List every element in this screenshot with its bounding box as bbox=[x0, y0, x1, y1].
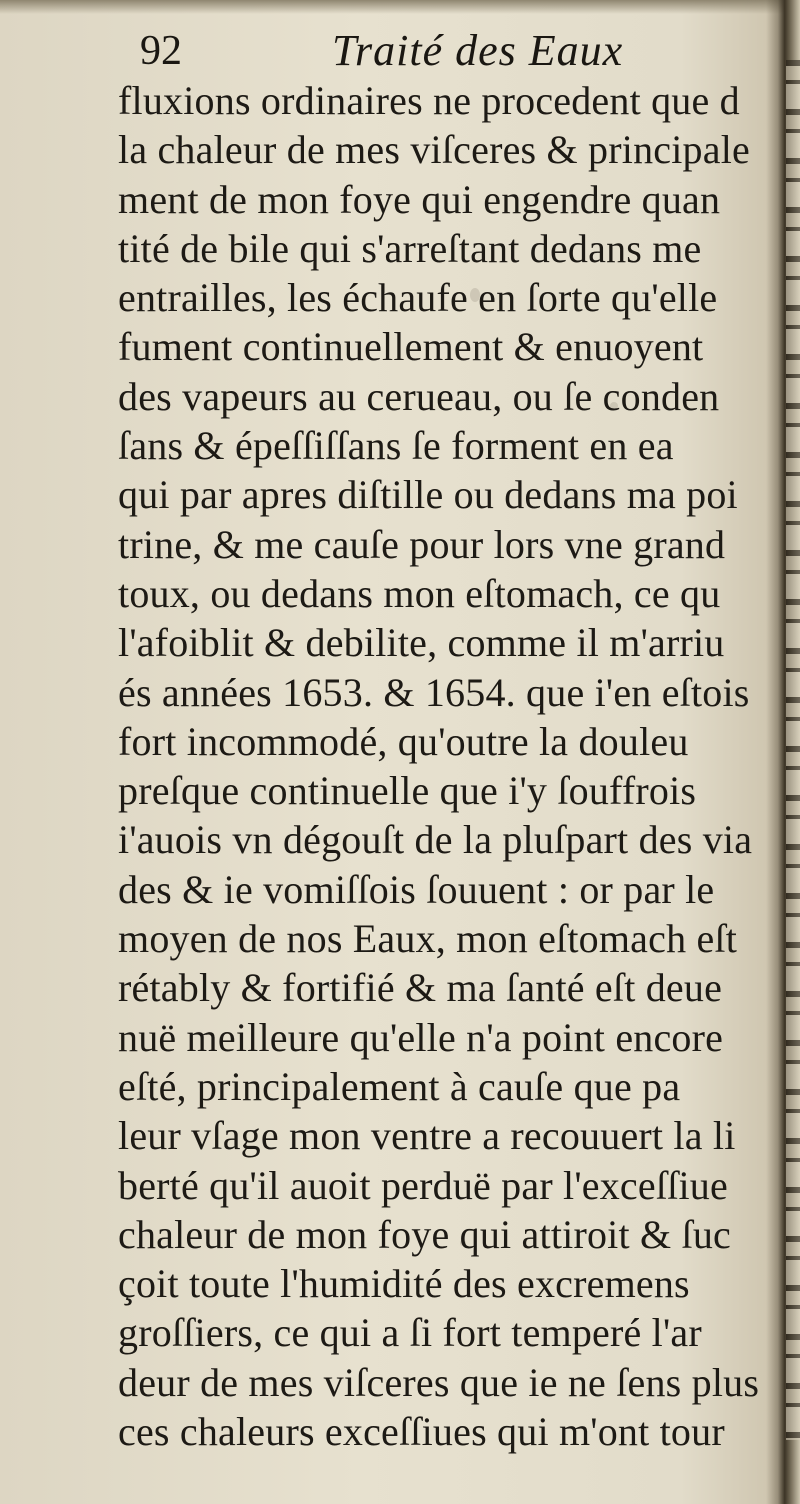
text-line: ces chaleurs exceſſiues qui m'ont tour bbox=[118, 1409, 725, 1455]
text-line: ment de mon foye qui engendre quan bbox=[118, 176, 721, 222]
page-top-shadow bbox=[0, 0, 800, 14]
text-line: toux, ou dedans mon eſtomach, ce qu bbox=[118, 570, 721, 616]
text-line: deur de mes viſceres que ie ne ſens plus bbox=[118, 1359, 760, 1405]
text-line: i'auois vn dégouſt de la pluſpart des via bbox=[118, 817, 753, 863]
text-line: fluxions ordinaires ne procedent que d bbox=[118, 78, 740, 123]
text-line: leur vſage mon ventre a recouuert la li bbox=[118, 1113, 736, 1159]
text-line: l'afoiblit & debilite, comme il m'arriu bbox=[118, 620, 725, 666]
text-line: eſté, principalement à cauſe que pa bbox=[118, 1063, 681, 1109]
text-line: trine, & me cauſe pour lors vne grand bbox=[118, 521, 726, 567]
text-line: preſque continuelle que i'y ſouffrois bbox=[118, 768, 697, 814]
page-number: 92 bbox=[140, 28, 182, 74]
text-line: és années 1653. & 1654. que i'en eſtois bbox=[118, 669, 750, 715]
text-line: groſſiers, ce qui a ſi fort temperé l'ar bbox=[118, 1310, 702, 1356]
text-line: des & ie vomiſſois ſouuent : or par le bbox=[118, 866, 715, 912]
text-line: rétably & fortifié & ma ſanté eſt deue bbox=[118, 965, 723, 1011]
text-line: tité de bile qui s'arreſtant dedans me bbox=[118, 225, 702, 271]
body-text bbox=[118, 76, 790, 1456]
text-line: çoit toute l'humidité des excremens bbox=[118, 1261, 690, 1307]
text-line: entrailles, les échaufe en ſorte qu'elle bbox=[118, 275, 718, 321]
text-line: nuë meilleure qu'elle n'a point encore bbox=[118, 1014, 724, 1060]
running-head: Traité des Eaux bbox=[332, 26, 624, 75]
text-line: moyen de nos Eaux, mon eſtomach eſt bbox=[118, 916, 738, 962]
text-line: des vapeurs au cerueau, ou ſe conden bbox=[118, 373, 720, 419]
page-header bbox=[140, 20, 780, 82]
text-line: fument continuellement & enuoyent bbox=[118, 324, 704, 370]
text-line: berté qu'il auoit perduë par l'exceſſiue bbox=[118, 1162, 728, 1208]
text-line: la chaleur de mes viſceres & principale bbox=[118, 127, 750, 173]
text-line: ſans & épeſſiſſans ſe forment en ea bbox=[118, 423, 674, 469]
text-line: fort incommodé, qu'outre la douleu bbox=[118, 718, 689, 764]
text-line: chaleur de mon foye qui attiroit & ſuc bbox=[118, 1211, 731, 1257]
text-line: qui par apres diſtille ou dedans ma poi bbox=[118, 472, 738, 518]
